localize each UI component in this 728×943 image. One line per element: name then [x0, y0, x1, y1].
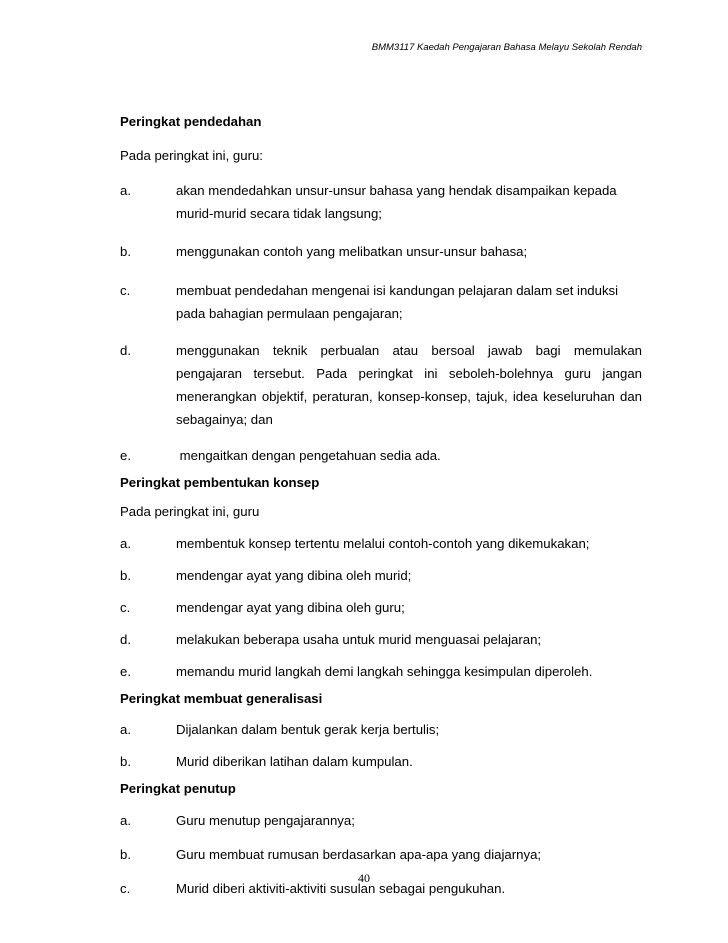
list-item-text: Guru menutup pengajarannya; [176, 813, 355, 828]
list-item [120, 240, 642, 263]
list-item [120, 660, 642, 683]
section-intro: Pada peringkat ini, guru: [120, 148, 263, 163]
list-item [120, 444, 642, 467]
section-generalisasi [120, 689, 642, 773]
list-item-text: Murid diberikan latihan dalam kumpulan. [176, 754, 413, 769]
list-item-text: mengaitkan dengan pengetahuan sedia ada. [176, 448, 441, 463]
list-item-label: d. [120, 632, 131, 647]
section-intro: Pada peringkat ini, guru [120, 504, 260, 519]
list-item-label: c. [120, 600, 131, 615]
list-item-label: d. [120, 343, 131, 358]
list-item-text: membentuk konsep tertentu melalui contoh-contoh yang dikemukakan; [176, 536, 590, 551]
list-item [120, 532, 642, 555]
list-item [120, 718, 642, 741]
section-heading: Peringkat membuat generalisasi [120, 691, 323, 706]
list-item-label: e. [120, 448, 131, 463]
list-item-label: b. [120, 847, 131, 862]
list-item [120, 628, 642, 651]
page-number: 40 [358, 871, 370, 885]
list-item-label: e. [120, 664, 131, 679]
list-item [120, 564, 642, 587]
list-item [120, 596, 642, 619]
list-item [120, 339, 642, 431]
list-item [120, 809, 642, 832]
list-item-text: Guru membuat rumusan berdasarkan apa-apa yang diajarnya; [176, 847, 542, 862]
list-item [120, 279, 642, 325]
list-item-text: membuat pendedahan mengenai isi kandungan pelajaran dalam set induksi pada bahagian permulaan pengajaran; [176, 283, 619, 321]
list-item-text: mendengar ayat yang dibina oleh murid; [176, 568, 412, 583]
list-item-text: menggunakan teknik perbualan atau bersoal jawab bagi memulakan pengajaran tersebut. Pada peringkat ini seboleh-bolehnya guru jangan menerangkan objektif, peraturan, konsep-konsep, tajuk, idea keseluruhan dan sebagainya; dan [176, 343, 642, 427]
section-pembentukan-konsep [120, 473, 642, 683]
list-item-label: c. [120, 283, 131, 298]
section-heading: Peringkat penutup [120, 781, 236, 796]
list-item-text: menggunakan contoh yang melibatkan unsur-unsur bahasa; [176, 244, 528, 259]
list-item-label: b. [120, 754, 131, 769]
list-item-label: b. [120, 244, 131, 259]
list-item [120, 843, 642, 866]
list-item [120, 179, 642, 225]
list-item [120, 750, 642, 773]
list-item-label: c. [120, 881, 131, 896]
list-item-text: akan mendedahkan unsur-unsur bahasa yang hendak disampaikan kepada murid-murid secara tidak langsung; [176, 183, 617, 221]
section-heading: Peringkat pembentukan konsep [120, 475, 320, 490]
list-item-text: Murid diberi aktiviti-aktiviti susulan sebagai pengukuhan. [176, 881, 506, 896]
list-item-text: mendengar ayat yang dibina oleh guru; [176, 600, 405, 615]
section-heading: Peringkat pendedahan [120, 114, 262, 129]
list-item-text: memandu murid langkah demi langkah sehingga kesimpulan diperoleh. [176, 664, 593, 679]
running-header: BMM3117 Kaedah Pengajaran Bahasa Melayu Sekolah Rendah [371, 42, 642, 53]
list-item-label: a. [120, 813, 131, 828]
list-item-label: b. [120, 568, 131, 583]
list-item-text: Dijalankan dalam bentuk gerak kerja bertulis; [176, 722, 440, 737]
list-item-label: a. [120, 183, 131, 198]
document-body [120, 112, 642, 900]
list-item-label: a. [120, 722, 131, 737]
list-item-text: melakukan beberapa usaha untuk murid menguasai pelajaran; [176, 632, 542, 647]
list-item-label: a. [120, 536, 131, 551]
section-pendedahan [120, 112, 642, 467]
